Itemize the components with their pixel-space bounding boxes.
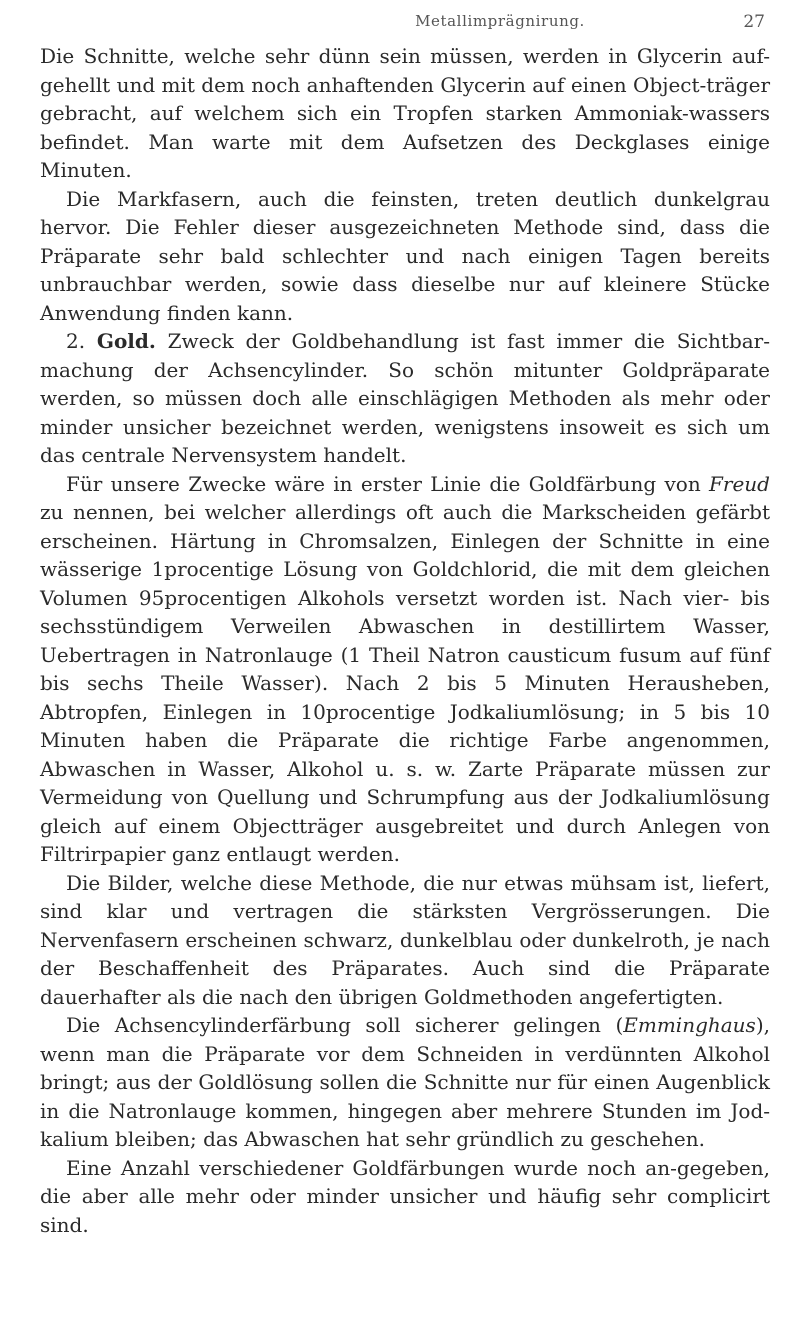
- author-name: Freud: [709, 471, 770, 496]
- paragraph-text: Zweck der Goldbehandlung ist fast immer die Sichtbar-machung der Achsencylinder. So schön mitunter Goldpräparate werden, so müssen doch alle einschlägigen Methoden als mehr oder minder unsicher bezeichnet werden, wenigstens insoweit es sich um das centrale Nervensystem handelt.: [40, 329, 770, 467]
- paragraph: [40, 185, 770, 328]
- page-header: [0, 10, 800, 34]
- paragraph: [40, 1154, 770, 1240]
- paragraph: [40, 869, 770, 1012]
- page-number: 27: [743, 12, 765, 32]
- paragraph: [40, 1011, 770, 1154]
- section-heading: Gold.: [96, 329, 156, 353]
- section-paragraph-gold: [40, 327, 770, 470]
- paragraph-text-start: Die Achsencylinderfärbung soll sicherer gelingen (: [66, 1013, 624, 1037]
- paragraph-text: Eine Anzahl verschiedener Goldfärbungen wurde noch an-gegeben, die aber alle mehr oder minder unsicher und häufig sehr complicirt sind.: [40, 1155, 770, 1237]
- running-head: Metallimprägnirung.: [415, 12, 585, 30]
- paragraph: [40, 470, 770, 869]
- paragraph-text: Die Schnitte, welche sehr dünn sein müssen, werden in Glycerin auf-gehellt und mit dem noch anhaftenden Glycerin auf einen Object-träger gebracht, auf welchem sich ein Tropfen starken Ammoniak-wassers befindet. Man warte mit dem Aufsetzen des Deckglases einige Minuten.: [40, 44, 770, 182]
- paragraph-text: ), wenn man die Präparate vor dem Schneiden in verdünnten Alkohol bringt; aus der Goldlösung sollen die Schnitte nur für einen Augenblick in die Natronlauge kommen, hingegen aber mehrere Stunden im Jod-kalium bleiben; das Abwaschen hat sehr gründlich zu geschehen.: [40, 1013, 770, 1151]
- paragraph-text-start: Für unsere Zwecke wäre in erster Linie die Goldfärbung von: [66, 471, 710, 496]
- author-name: Emminghaus: [623, 1013, 756, 1037]
- paragraph-text: Die Markfasern, auch die feinsten, treten deutlich dunkelgrau hervor. Die Fehler dieser ausgezeichneten Methode sind, dass die Präparate sehr bald schlechter und nach einigen Tagen bereits unbrauchbar werden, sowie dass dieselbe nur auf kleinere Stücke Anwendung finden kann.: [40, 186, 770, 325]
- paragraph-text: Die Bilder, welche diese Methode, die nur etwas mühsam ist, liefert, sind klar und vertragen die stärksten Vergrösserungen. Die Nervenfasern erscheinen schwarz, dunkelblau oder dunkelroth, je nach der Beschaffenheit des Präparates. Auch sind die Präparate dauerhafter als die nach den übrigen Goldmethoden angefertigten.: [40, 870, 770, 1009]
- section-number: 2.: [66, 329, 97, 353]
- paragraph-text: zu nennen, bei welcher allerdings oft auch die Markscheiden gefärbt erscheinen. Härtung in Chromsalzen, Einlegen der Schnitte in eine wässerige 1procentige Lösung von Goldchlorid, die mit dem gleichen Volumen 95procentigen Alkohols versetzt worden ist. Nach vier- bis sechsstündigem Verweilen Abwaschen in destillirtem Wasser, Uebertragen in Natronlauge (1 Theil Natron causticum fusum auf fünf bis sechs Theile Wasser). Nach 2 bis 5 Minuten Herausheben, Abtropfen, Einlegen in 10procentige Jodkaliumlösung; in 5 bis 10 Minuten haben die Präparate die richtige Farbe angenommen, Abwaschen in Wasser, Alkohol u. s. w. Zarte Präparate müssen zur Vermeidung von Quellung und Schrumpfung aus der Jodkaliumlösung gleich auf einem Objectträger ausgebreitet und durch Anlegen von Filtrirpapier ganz entlaugt werden.: [40, 500, 770, 866]
- paragraph: [40, 42, 770, 185]
- body-text: [40, 42, 770, 1239]
